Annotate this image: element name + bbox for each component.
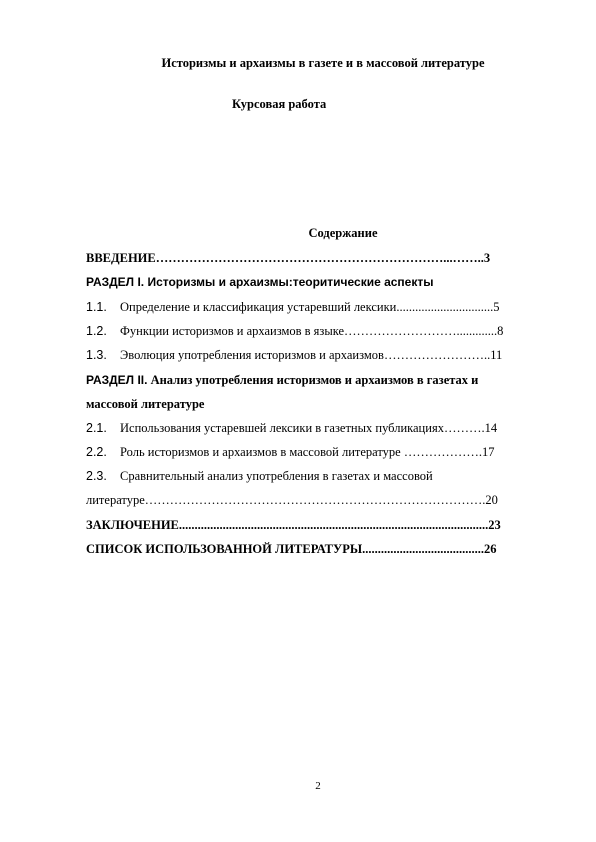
toc-number: 1.2. — [86, 324, 107, 338]
toc-entry-text: Функции историзмов и архаизмов в языке……………………….............8 — [120, 324, 504, 338]
toc-entry-conclusion: ЗАКЛЮЧЕНИЕ...................................................................................................23 — [86, 518, 501, 532]
toc-entry-1-3 — [86, 348, 553, 363]
toc-entry-bibliography: СПИСОК ИСПОЛЬЗОВАННОЙ ЛИТЕРАТУРЫ.......................................26 — [86, 542, 497, 556]
toc-number: 2.2. — [86, 445, 107, 459]
toc-section-1: РАЗДЕЛ I. Историзмы и архаизмы:теоритические аспекты — [86, 275, 434, 289]
toc-entry-1-2 — [86, 324, 553, 339]
toc-entry-2-3-continued: литературе……………………………………………………………………….20 — [86, 493, 498, 507]
toc-number: 1.1. — [86, 300, 107, 314]
toc-entry-text: Эволюция употребления историзмов и архаизмов……………………..11 — [120, 348, 503, 362]
toc-number: 2.3. — [86, 469, 107, 483]
toc-entry-text: Роль историзмов и архаизмов в массовой литературе ……………….17 — [120, 445, 495, 459]
toc-heading: Содержание — [308, 226, 378, 240]
page-number: 2 — [315, 780, 321, 792]
toc-entry-intro: ВВЕДЕНИЕ……………………………………………………………...……..3 — [86, 251, 491, 265]
toc-number: 1.3. — [86, 348, 107, 362]
document-subtitle: Курсовая работа — [232, 97, 327, 111]
toc-entry-2-1 — [86, 421, 553, 436]
toc-section-2-line-2: массовой литературе — [86, 397, 205, 411]
toc-number: 2.1. — [86, 421, 107, 435]
toc-entry-text: Сравнительный анализ употребления в газетах и массовой — [120, 469, 433, 483]
toc-entry-text: Использования устаревшей лексики в газетных публикациях……….14 — [120, 421, 498, 435]
toc-section-2-line-1: РАЗДЕЛ II. Анализ употребления историзмов и архаизмов в газетах и — [86, 373, 479, 387]
document-title: Историзмы и архаизмы в газете и в массовой литературе — [161, 56, 485, 70]
toc-section-2-text: Анализ употребления историзмов и архаизмов в газетах и — [147, 373, 479, 387]
toc-entry-2-3 — [86, 469, 553, 484]
toc-entry-1-1 — [86, 300, 553, 315]
toc-entry-2-2 — [86, 445, 553, 460]
toc-entry-text: Определение и классификация устаревший лексики...............................5 — [120, 300, 500, 314]
